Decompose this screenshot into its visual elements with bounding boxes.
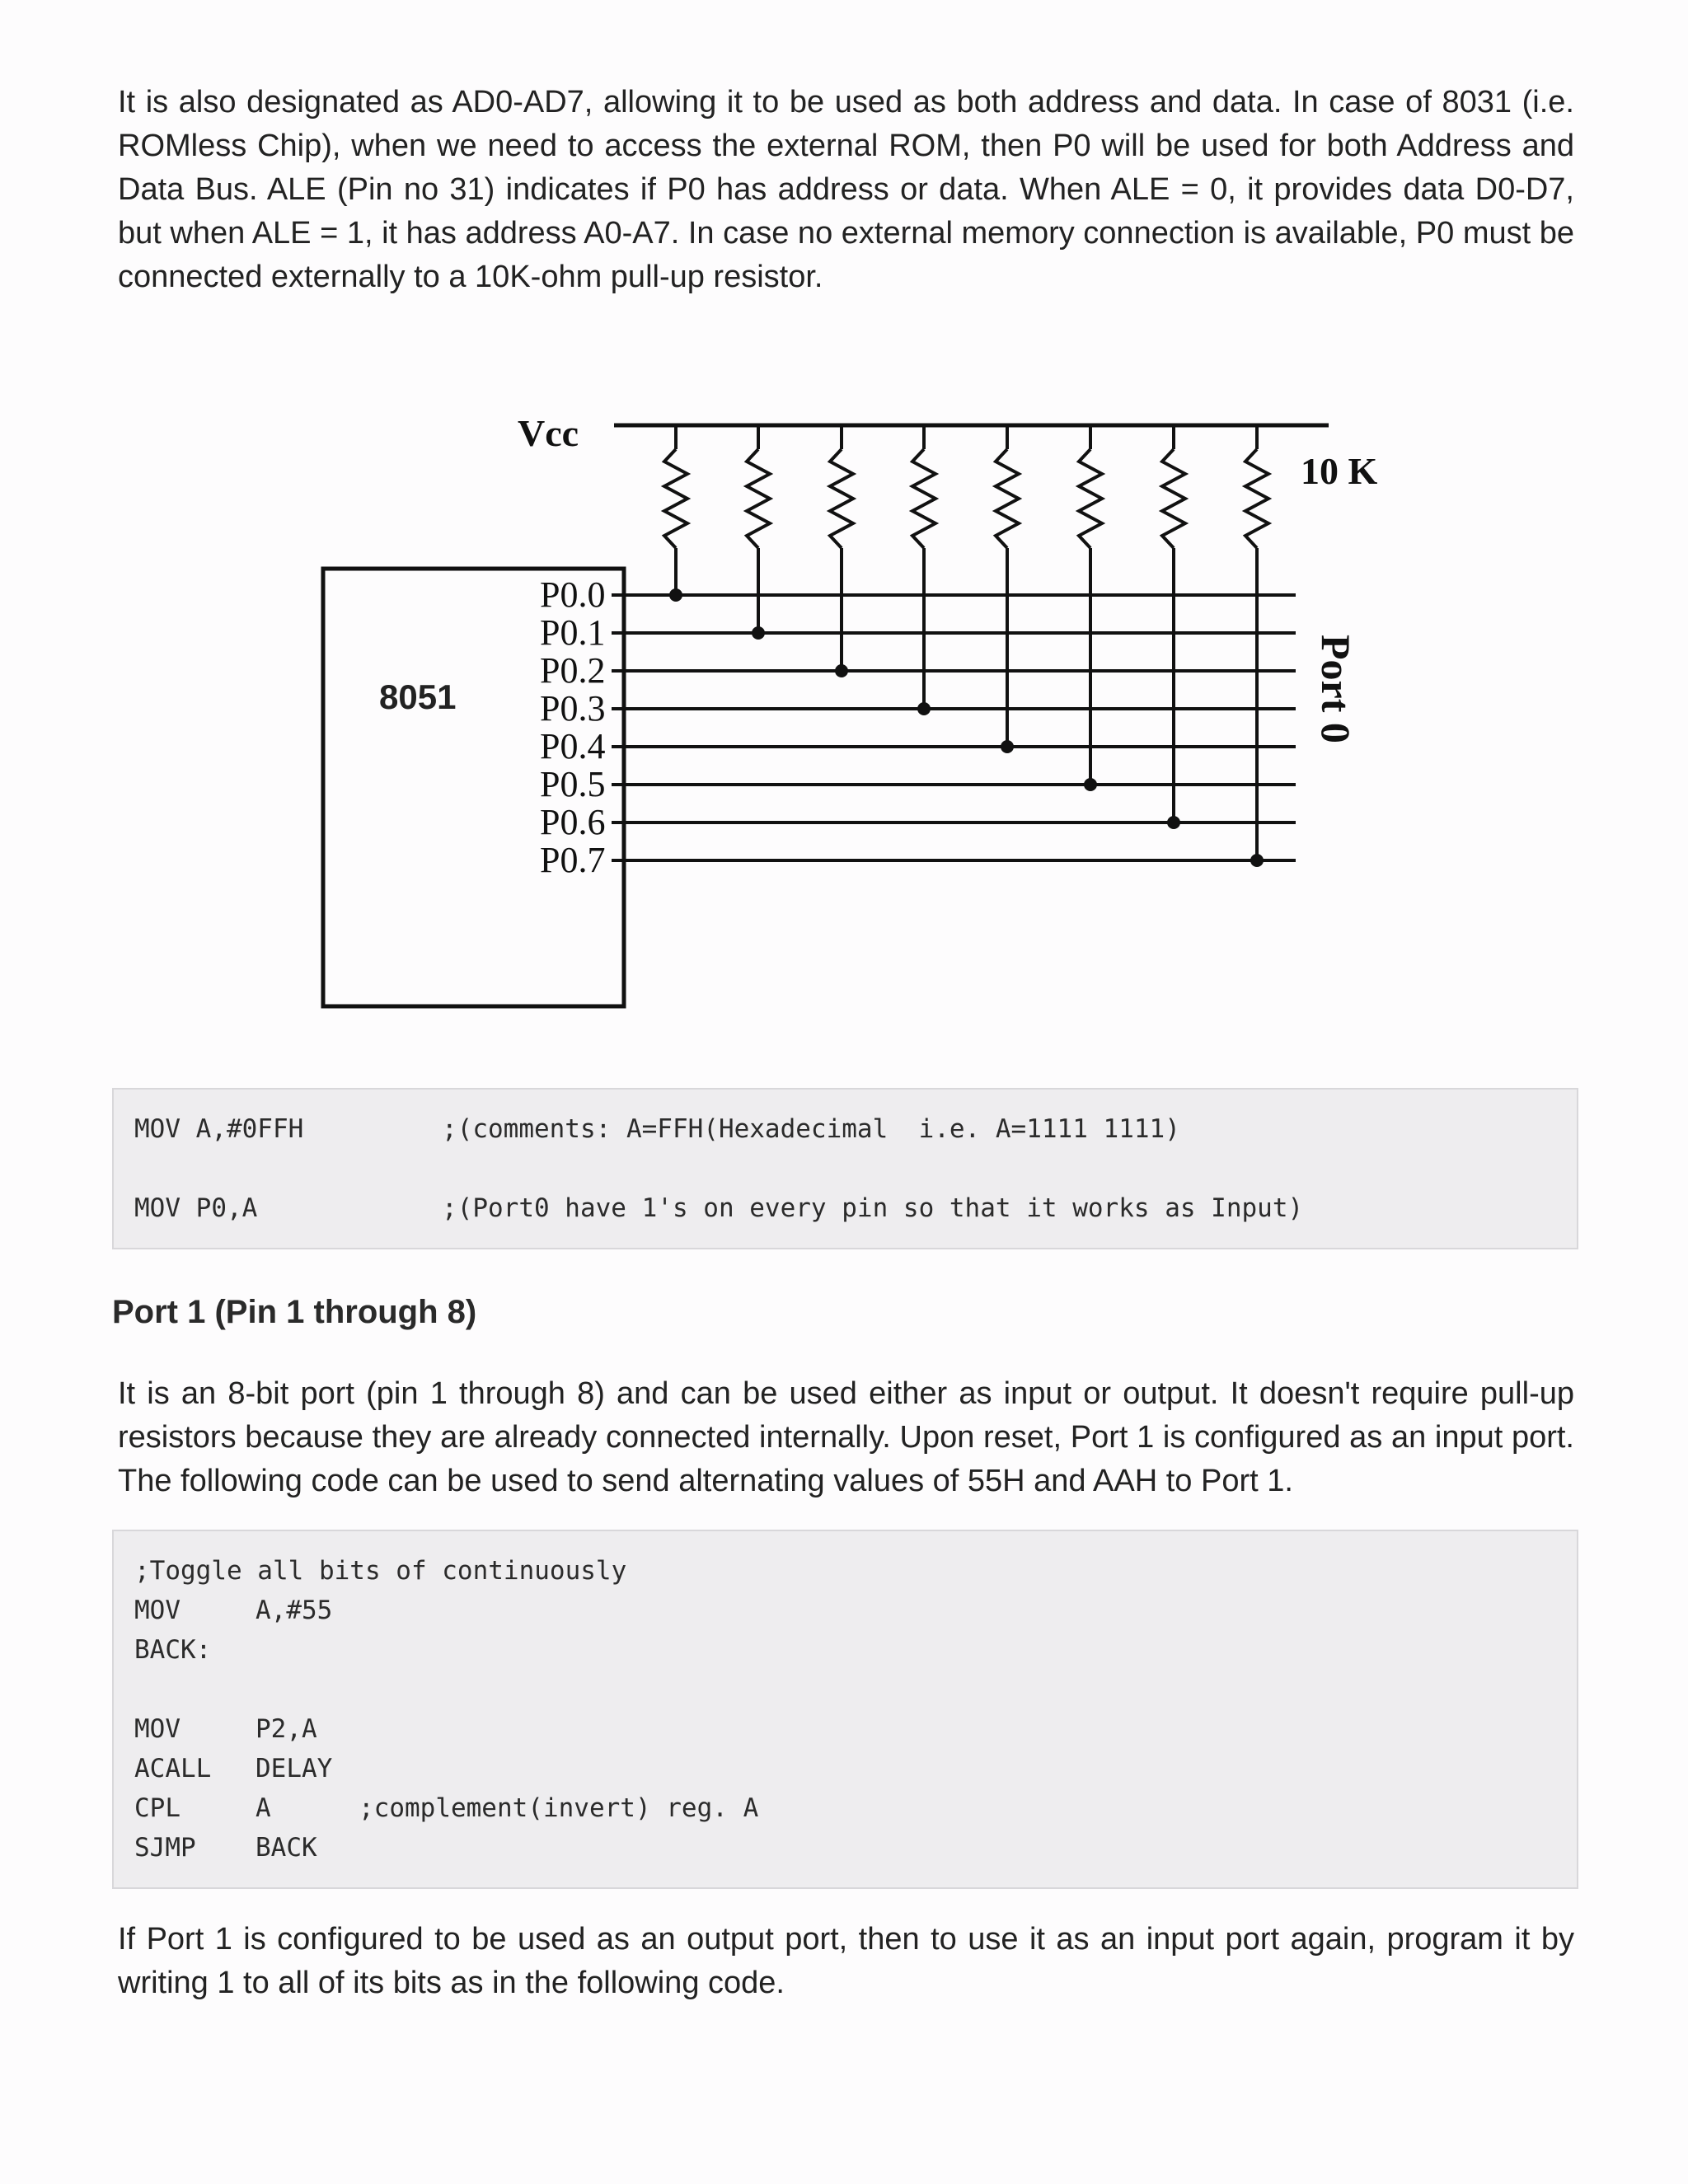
resistor-2 (830, 449, 853, 548)
resistor-5 (1079, 449, 1102, 548)
code-block-toggle (112, 1530, 1578, 1889)
code2-cpl-arg: A (256, 1793, 271, 1823)
port1-paragraph: It is an 8-bit port (pin 1 through 8) and can be used either as input or output. It doesn't require pull-up resistors because they are already connected internally. Upon reset, Port 1 is configured as an input port. The following code can be used to send alternating values of 55H and AAH to Port 1. (118, 1376, 1574, 1498)
port0-label: Port 0 (1313, 635, 1359, 743)
resistor-group (664, 425, 1268, 867)
pin-label-7: P0.7 (540, 840, 606, 880)
code1-line2-instr: MOV P0,A (134, 1193, 258, 1223)
pin-label-6: P0.6 (540, 802, 606, 842)
pin-group (540, 574, 1296, 880)
closing-paragraph: If Port 1 is configured to be used as an output port, then to use it as an input port again, program it by writing 1 to all of its bits as in the following code. (118, 1922, 1574, 2000)
code-block-port0-input (112, 1088, 1578, 1249)
code2-mov1-op: MOV (134, 1596, 181, 1625)
vcc-label: Vcc (518, 412, 579, 454)
pin-label-3: P0.3 (540, 688, 606, 729)
pin-label-0: P0.0 (540, 574, 606, 615)
pin-label-4: P0.4 (540, 726, 606, 766)
port0-pullup-diagram (0, 0, 1688, 1071)
resistor-1 (747, 449, 770, 548)
code1-line2-comment: ;(Port0 have 1's on every pin so that it works as Input) (442, 1193, 1304, 1223)
code1-line1-comment: ;(comments: A=FFH(Hexadecimal i.e. A=1111 1111) (442, 1114, 1180, 1144)
code2-cpl-op: CPL (134, 1793, 181, 1823)
code2-acall-op: ACALL (134, 1754, 212, 1783)
code2-mov1-arg: A,#55 (256, 1596, 333, 1625)
code2-cpl-comment: ;complement(invert) reg. A (359, 1793, 759, 1823)
resistor-6 (1162, 449, 1185, 548)
pin-label-5: P0.5 (540, 764, 606, 804)
resistor-value-label: 10 K (1301, 450, 1378, 492)
code2-label: BACK: (134, 1635, 212, 1665)
pin-label-1: P0.1 (540, 612, 606, 653)
code2-mov2-arg: P2,A (256, 1714, 317, 1744)
code2-comment-line: ;Toggle all bits of continuously (134, 1556, 627, 1586)
pin-label-2: P0.2 (540, 650, 606, 691)
code2-mov2-op: MOV (134, 1714, 181, 1744)
intro-paragraph: It is also designated as AD0-AD7, allowing it to be used as both address and data. In case of 8031 (i.e. ROMless Chip), when we need to access the external ROM, then P0 will be used for both Address and Data Bus. ALE (Pin no 31) indicates if P0 has address or data. When ALE = 0, it provides data D0-D7, but when ALE = 1, it has address A0-A7. In case no external memory connection is available, P0 must be connected externally to a 10K-ohm pull-up resistor. (118, 85, 1574, 294)
resistor-7 (1245, 449, 1268, 548)
chip-label: 8051 (379, 677, 457, 716)
section-heading-port1: Port 1 (Pin 1 through 8) (112, 1294, 477, 1330)
resistor-0 (664, 449, 687, 548)
code2-acall-arg: DELAY (256, 1754, 333, 1783)
resistor-4 (996, 449, 1019, 548)
code2-sjmp-arg: BACK (256, 1833, 317, 1863)
resistor-3 (912, 449, 935, 548)
code1-line1-instr: MOV A,#0FFH (134, 1114, 304, 1144)
code2-sjmp-op: SJMP (134, 1833, 196, 1863)
